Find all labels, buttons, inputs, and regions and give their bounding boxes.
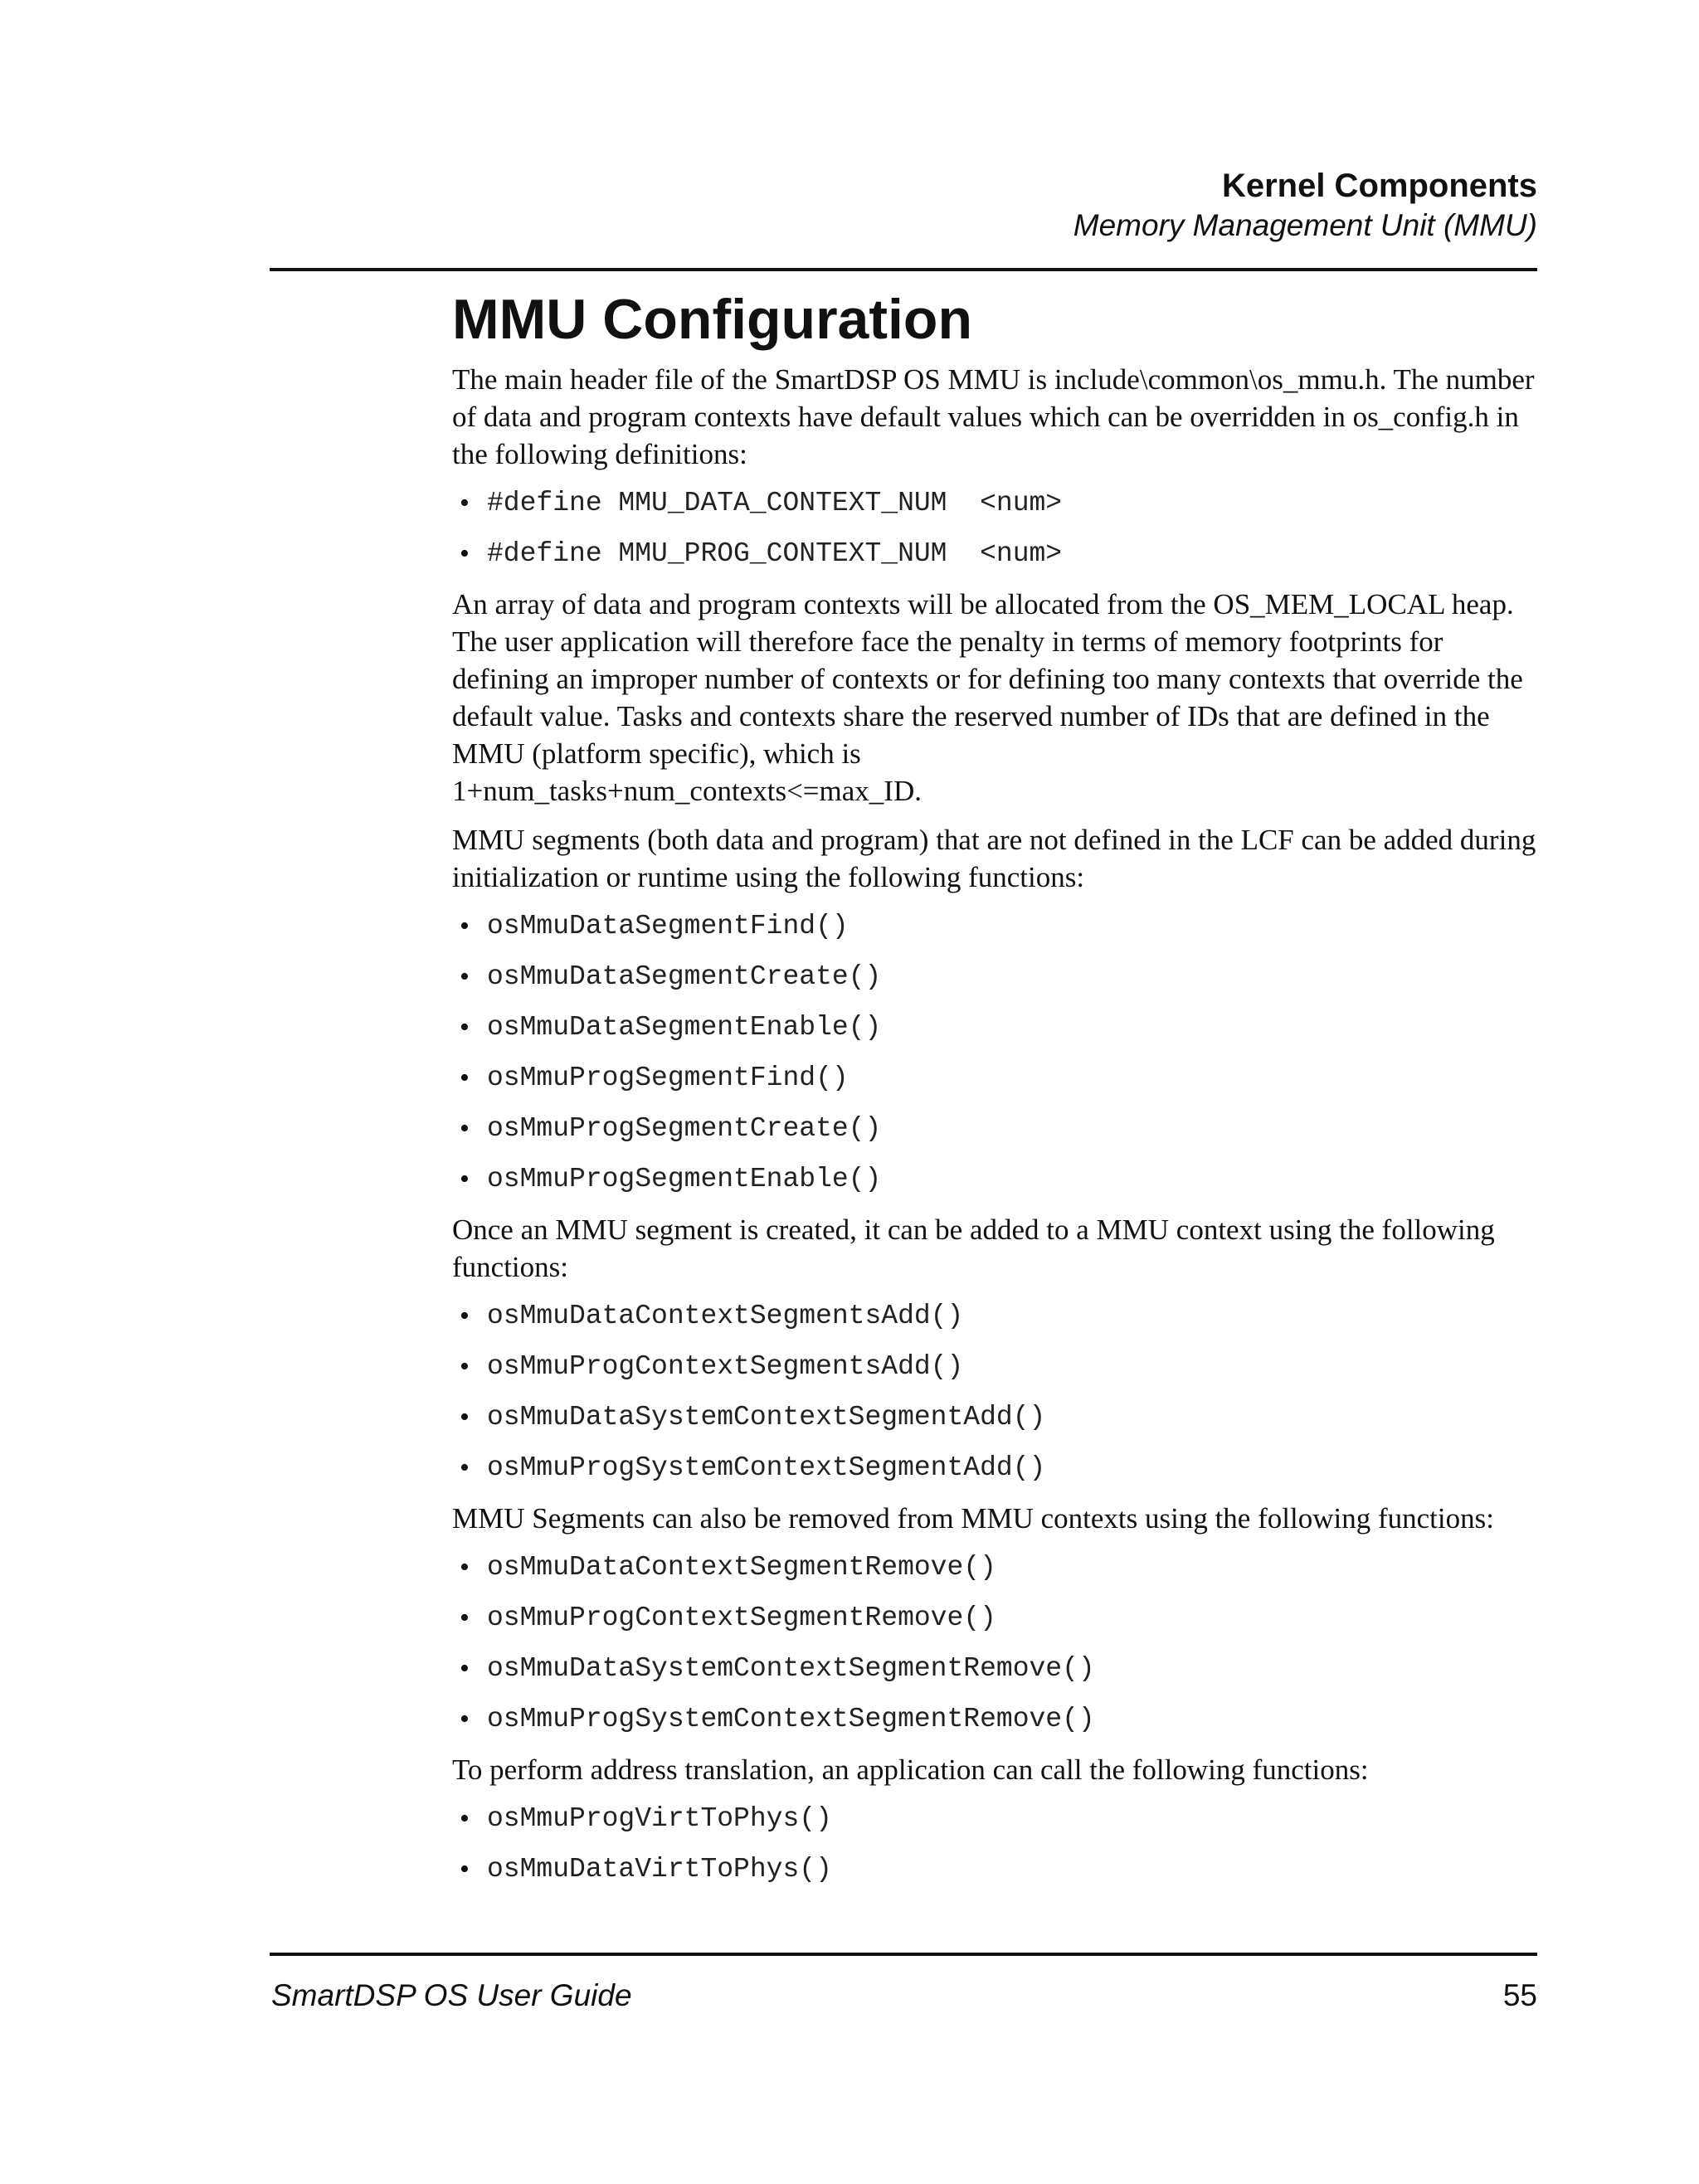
list-item: • osMmuDataVirtToPhys() (487, 1851, 1537, 1889)
list-item: • osMmuProgVirtToPhys() (487, 1800, 1537, 1838)
contexts-formula: 1+num_tasks+num_contexts<=max_ID. (452, 775, 922, 807)
segment-function-list (452, 907, 1537, 1199)
contexts-text: An array of data and program contexts will be allocated from the OS_MEM_LOCAL heap. The user application will therefore face the penalty in terms of memory footprints for defining an improper number of contexts or for defining too many contexts that override the default value. Tasks and contexts share the reserved number of IDs that are defined in the MMU (platform specific), which is (452, 588, 1523, 770)
page-content (452, 286, 1537, 1901)
list-item: • osMmuDataContextSegmentRemove() (487, 1549, 1537, 1587)
list-item: • osMmuDataSegmentCreate() (487, 958, 1537, 996)
list-item: • osMmuDataSystemContextSegmentAdd() (487, 1398, 1537, 1437)
contexts-paragraph (452, 586, 1537, 810)
list-item: • osMmuProgContextSegmentsAdd() (487, 1348, 1537, 1386)
footer-guide-title: SmartDSP OS User Guide (271, 1978, 632, 2012)
translation-function-list (452, 1800, 1537, 1889)
list-item: • osMmuDataSystemContextSegmentRemove() (487, 1650, 1537, 1688)
list-item: • #define MMU_DATA_CONTEXT_NUM <num> (487, 484, 1537, 523)
list-item: • osMmuProgSegmentFind() (487, 1059, 1537, 1097)
intro-paragraph: The main header file of the SmartDSP OS MMU is include\common\os_mmu.h. The number of data and program contexts have default values which can be overridden in os_config.h in the following definitions: (452, 363, 1535, 470)
segments-paragraph: MMU segments (both data and program) that are not defined in the LCF can be added during initialization or runtime using the following functions: (452, 824, 1536, 893)
add-function-list (452, 1297, 1537, 1487)
list-item: • osMmuProgSystemContextSegmentRemove() (487, 1700, 1537, 1739)
translation-paragraph: To perform address translation, an application can call the following functions: (452, 1754, 1369, 1786)
header-section-title: Kernel Components (1221, 168, 1537, 204)
page-number: 55 (1502, 1978, 1537, 2012)
list-item: • #define MMU_PROG_CONTEXT_NUM <num> (487, 535, 1537, 573)
list-item: • osMmuProgSegmentCreate() (487, 1110, 1537, 1148)
header-subsection-title: Memory Management Unit (MMU) (1073, 208, 1537, 242)
list-item: • osMmuDataSegmentFind() (487, 907, 1537, 946)
list-item: • osMmuDataContextSegmentsAdd() (487, 1297, 1537, 1335)
remove-function-list (452, 1549, 1537, 1739)
running-header (1073, 166, 1537, 246)
remove-paragraph: MMU Segments can also be removed from MMU contexts using the following functions: (452, 1502, 1494, 1535)
page-title: MMU Configuration (452, 288, 972, 351)
list-item: • osMmuProgSegmentEnable() (487, 1160, 1537, 1199)
list-item: • osMmuProgContextSegmentRemove() (487, 1599, 1537, 1637)
footer-rule (270, 1953, 1537, 1956)
header-rule (270, 268, 1537, 271)
define-list (452, 484, 1537, 573)
list-item: • osMmuProgSystemContextSegmentAdd() (487, 1449, 1537, 1487)
list-item: • osMmuDataSegmentEnable() (487, 1009, 1537, 1047)
add-paragraph: Once an MMU segment is created, it can be added to a MMU context using the following functions: (452, 1214, 1495, 1283)
